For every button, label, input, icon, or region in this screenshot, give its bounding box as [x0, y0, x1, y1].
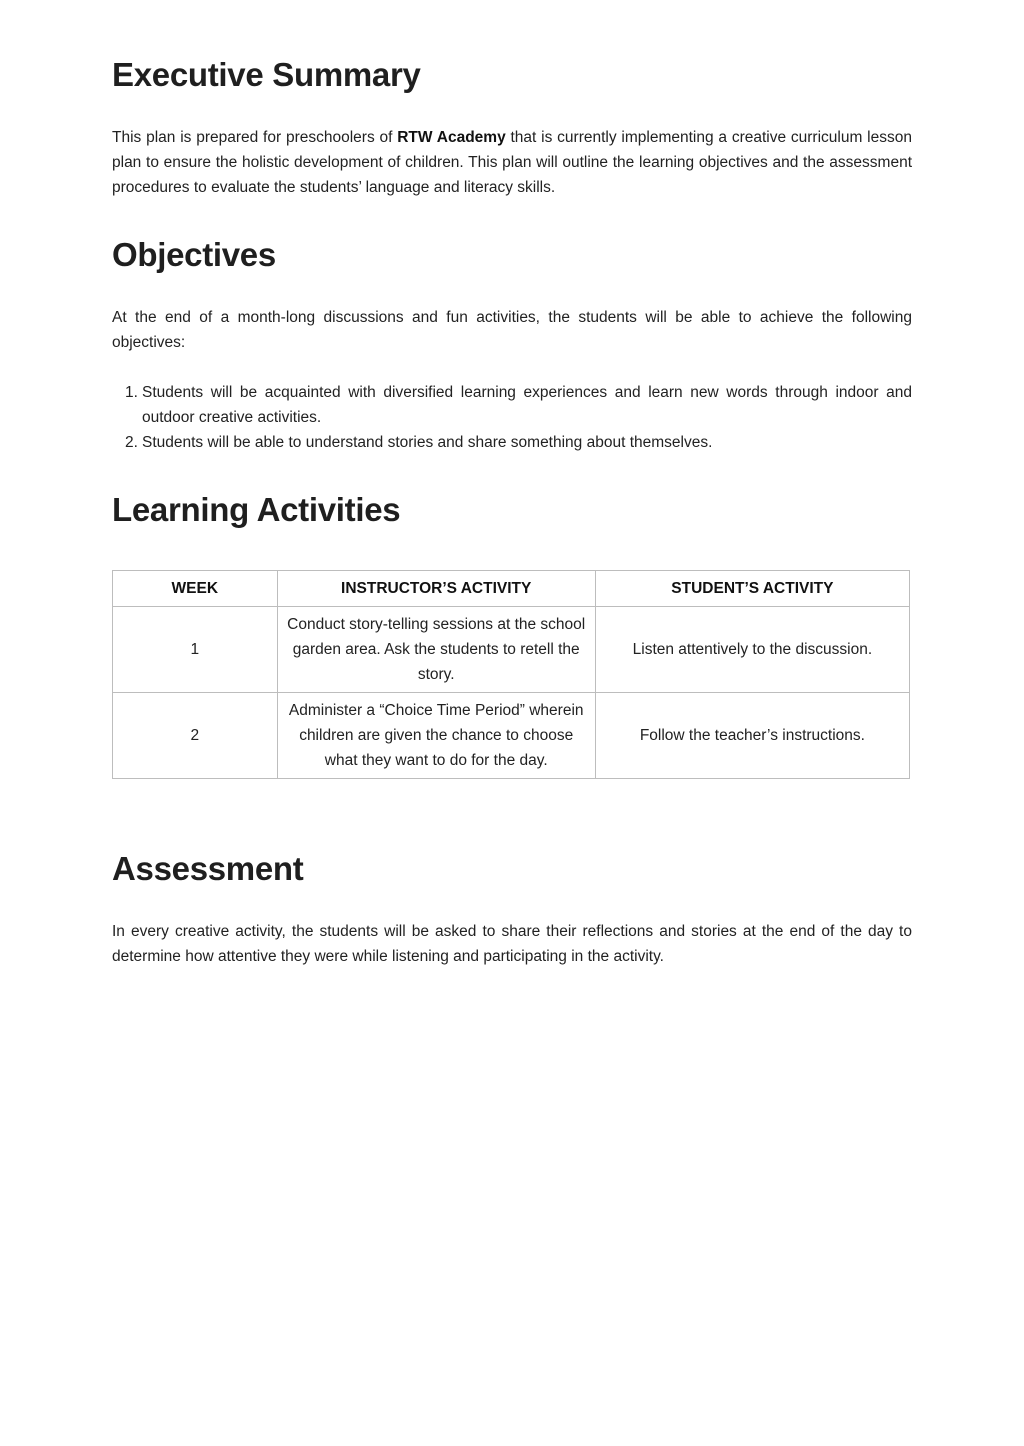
instructor-activity-cell: Conduct story-telling sessions at the school garden area. Ask the students to retell the story. [277, 607, 595, 693]
week-cell: 2 [113, 693, 278, 779]
executive-summary-paragraph [112, 125, 912, 200]
table-row [113, 693, 910, 779]
objectives-heading: Objectives [112, 236, 276, 273]
list-item-number: 2. [125, 434, 138, 451]
instructor-activity-cell: Administer a “Choice Time Period” wherein children are given the chance to choose what they want to do for the day. [277, 693, 595, 779]
assessment-heading: Assessment [112, 850, 304, 887]
list-item-text: Students will be acquainted with diversified learning experiences and learn new words through indoor and outdoor creative activities. [142, 384, 912, 426]
objectives-intro: At the end of a month-long discussions and fun activities, the students will be able to achieve the following objectives: [112, 309, 912, 351]
student-activity-cell: Follow the teacher’s instructions. [595, 693, 909, 779]
list-item-text: Students will be able to understand stories and share something about themselves. [142, 434, 713, 451]
learning-activities-table [112, 570, 910, 779]
week-cell: 1 [113, 607, 278, 693]
executive-summary-heading: Executive Summary [112, 56, 421, 93]
list-item-number: 1. [125, 384, 138, 401]
table-row [113, 607, 910, 693]
objectives-list [112, 380, 912, 455]
column-header-instructor: INSTRUCTOR’S ACTIVITY [277, 571, 595, 607]
table-header-row [113, 571, 910, 607]
executive-summary-text-end: that is currently implementing a creative curriculum lesson plan to ensure the holistic development of children. This plan will outline the learning objectives and the assessment procedures to evaluate the students’ language and literacy skills. [112, 129, 912, 196]
list-item [112, 430, 912, 455]
column-header-week: WEEK [113, 571, 278, 607]
column-header-student: STUDENT’S ACTIVITY [595, 571, 909, 607]
list-item [112, 380, 912, 430]
assessment-paragraph: In every creative activity, the students will be asked to share their reflections and stories at the end of the day to determine how attentive they were while listening and participating in the activity. [112, 923, 912, 965]
learning-activities-heading: Learning Activities [112, 491, 401, 528]
academy-name: RTW Academy [397, 129, 506, 146]
student-activity-cell: Listen attentively to the discussion. [595, 607, 909, 693]
executive-summary-text-start: This plan is prepared for preschoolers of [112, 129, 398, 146]
